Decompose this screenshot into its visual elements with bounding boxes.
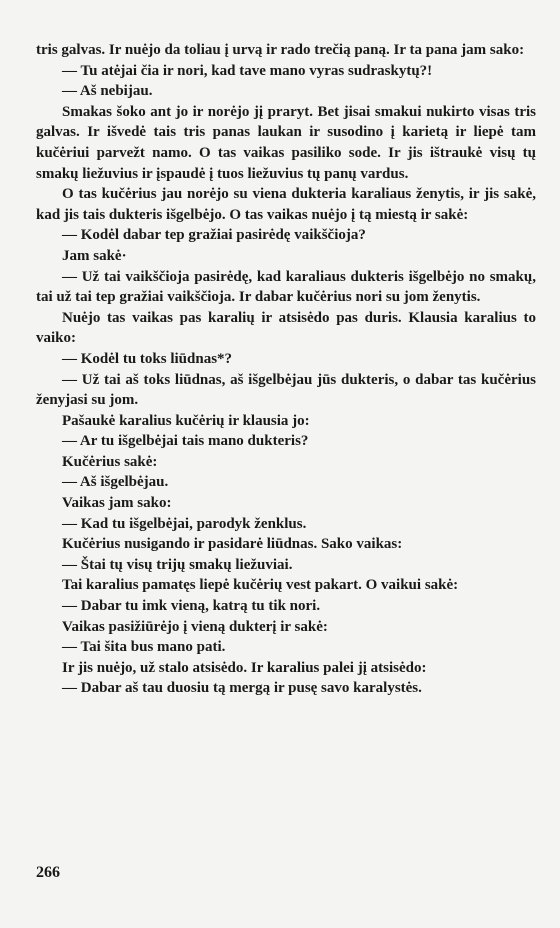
paragraph: — Kodėl dabar tep gražiai pasirėdę vaikščioja? [62,227,366,244]
paragraph: — Aš išgelbėjau. [62,474,169,491]
body-text [36,40,536,699]
paragraph: — Už tai vaikščioja pasirėdę, kad karaliaus dukteris išgelbėjo no smakų, tai už tai tep gražiai vaikščioja. Ir dabar kučėrius nori su jom ženytis. [36,268,536,306]
paragraph: Jam sakė· [62,247,127,264]
paragraph: — Aš nebijau. [62,83,153,100]
paragraph: — Tai šita bus mano pati. [62,639,226,656]
page-number: 266 [36,864,60,881]
paragraph: Kučėrius sakė: [62,453,158,470]
paragraph: — Dabar aš tau duosiu tą mergą ir pusę savo karalystės. [62,680,422,697]
paragraph: Ir jis nuėjo, už stalo atsisėdo. Ir karalius palei jį atsisėdo: [62,659,427,676]
paragraph: Nuėjo tas vaikas pas karalių ir atsisėdo pas duris. Klausia karalius to vaiko: [36,309,536,347]
paragraph: O tas kučėrius jau norėjo su viena dukteria karaliaus ženytis, ir jis sakė, kad jis tais dukteris išgelbėjo. O tas vaikas nuėjo į tą miestą ir sakė: [36,186,536,223]
paragraph: — Kodėl tu toks liūdnas*? [62,350,233,367]
paragraph: Tai karalius pamatęs liepė kučėrių vest pakart. O vaikui sakė: [62,577,459,594]
paragraph: tris galvas. Ir nuėjo da toliau į urvą ir rado trečią paną. Ir ta pana jam sako: [36,42,525,58]
paragraph: — Kad tu išgelbėjai, parodyk ženklus. [62,515,307,532]
paragraph: Vaikas pasižiūrėjo į vieną dukterį ir sakė: [62,618,328,635]
paragraph: Kučėrius nusigando ir pasidarė liūdnas. Sako vaikas: [62,536,403,553]
paragraph: — Štai tų visų trijų smakų liežuviai. [62,556,293,573]
paragraph: — Už tai aš toks liūdnas, aš išgelbėjau jūs dukteris, o dabar tas kučėrius ženyjasi su jom. [36,371,536,409]
paragraph: Smakas šoko ant jo ir norėjo jį praryt. Bet jisai smakui nukirto visas tris galvas. Ir išvedė tais tris panas laukan ir susodino į karietą ir liepė tam kučėriui parvežt namo. O tas vaikas pasiliko sode. Ir jis ištraukė visų tų smakų liežuvius ir įspaudė į tuos liežuvius tų panų vardus. [36,103,536,182]
paragraph: — Tu atėjai čia ir nori, kad tave mano vyras sudraskytų?! [62,62,433,79]
paragraph: — Dabar tu imk vieną, katrą tu tik nori. [62,598,321,615]
paragraph: — Ar tu išgelbėjai tais mano dukteris? [62,433,309,450]
paragraph: Vaikas jam sako: [62,495,172,512]
paragraph: Pašaukė karalius kučėrių ir klausia jo: [62,412,310,429]
